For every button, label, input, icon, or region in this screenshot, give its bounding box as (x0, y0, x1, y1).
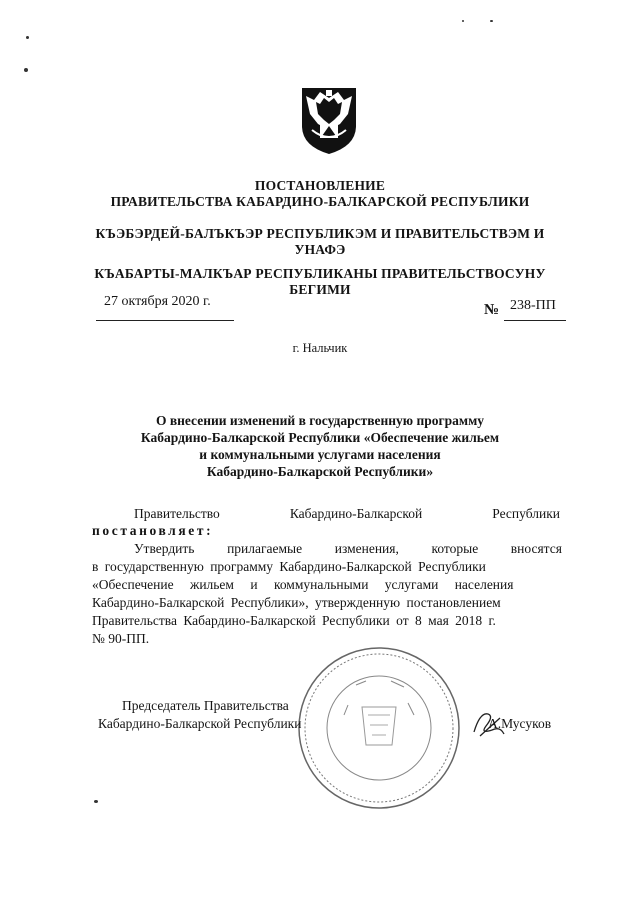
issuer-bal-line2: БЕГИМИ (289, 282, 351, 297)
number-underline (504, 320, 566, 321)
paragraph-word: прилагаемые (227, 541, 303, 556)
scan-speck (462, 20, 464, 22)
resolves-text: постановляет: (92, 523, 214, 538)
title-line: Кабардино-Балкарской Республики» (206, 464, 434, 479)
signature-position-line2: Кабардино-Балкарской Республики (98, 716, 302, 731)
issuer-ru-heading: ПРАВИТЕЛЬСТВА КАБАРДИНО-БАЛКАРСКОЙ РЕСПУБЛИКИ (110, 194, 530, 209)
intro-word: Кабардино-Балкарской (289, 506, 423, 521)
scan-speck (94, 800, 98, 803)
date-underline (96, 320, 234, 321)
number-sign: № (484, 302, 500, 318)
document-number: 238-ПП (510, 298, 556, 313)
title-line: Кабардино-Балкарской Республики «Обеспечение жильем (140, 430, 500, 445)
scan-speck (490, 20, 493, 22)
paragraph-line-5: Правительства Кабардино-Балкарской Республики от 8 мая 2018 г. (92, 613, 496, 628)
scan-speck (24, 68, 28, 72)
issuer-kab-line1: КЪЭБЭРДЕЙ-БАЛЪКЪЭР РЕСПУБЛИКЭМ И ПРАВИТЕЛЬСТВЭМ И (95, 226, 545, 241)
signature-position-line1: Председатель Правительства (122, 698, 289, 713)
intro-line (134, 505, 560, 522)
paragraph-line-1 (134, 540, 562, 557)
document-title (80, 412, 560, 480)
issuer-kab-line2: УНАФЭ (294, 242, 346, 257)
scan-speck (26, 36, 29, 39)
paragraph-line-2: в государственную программу Кабардино-Балкарской Республики (92, 559, 486, 574)
paragraph-word: которые (431, 541, 479, 556)
paragraph-word: изменения, (334, 541, 399, 556)
signatory-name: А.Мусуков (488, 716, 552, 731)
title-line: О внесении изменений в государственную программу (155, 413, 485, 428)
issuer-bal-line1: КЪАБАРТЫ-МАЛКЪАР РЕСПУБЛИКАНЫ ПРАВИТЕЛЬСТВОСУНУ (94, 266, 546, 281)
paragraph-word: Утвердить (134, 541, 195, 556)
intro-word: Республики (492, 506, 560, 521)
intro-word: Правительство (134, 506, 220, 521)
city: г. Нальчик (292, 341, 348, 355)
paragraph-line-3: «Обеспечение жильем и коммунальными услугами населения (92, 577, 514, 592)
document-date: 27 октября 2020 г. (104, 294, 211, 309)
paragraph-word: вносятся (510, 541, 562, 556)
title-line: и коммунальными услугами населения (199, 447, 441, 462)
resolves-word (92, 522, 562, 539)
coat-of-arms-emblem (298, 84, 360, 156)
official-seal (296, 645, 462, 811)
paragraph-line-4: Кабардино-Балкарской Республики», утвержденную постановлением (92, 595, 501, 610)
doc-type-heading: ПОСТАНОВЛЕНИЕ (254, 178, 386, 193)
paragraph-line-6: № 90-ПП. (92, 631, 150, 646)
